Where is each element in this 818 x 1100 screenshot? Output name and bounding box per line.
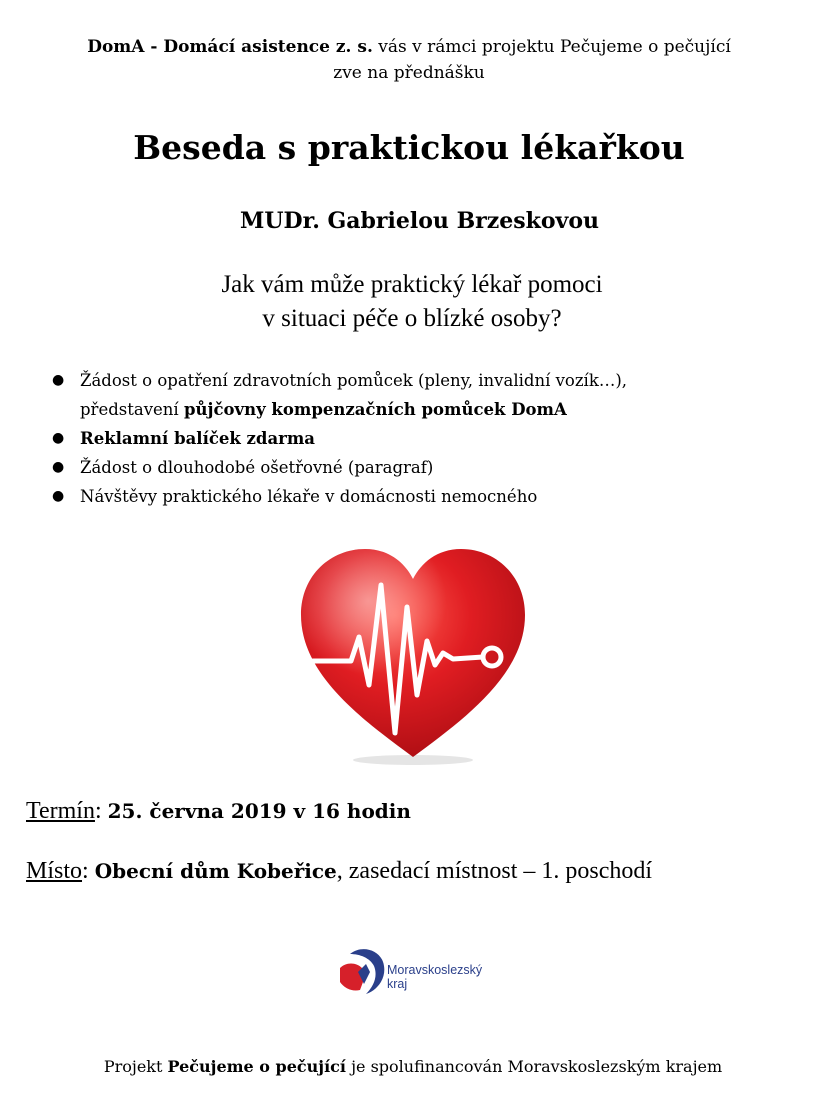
topic-4: Návštěvy praktického lékaře v domácnosti nemocného [80,487,538,506]
topic-1-line-1: Žádost o opatření zdravotních pomůcek (pleny, invalidní vozík…), [80,371,628,390]
topic-3: Žádost o dlouhodobé ošetřovné (paragraf) [80,458,434,477]
question-line-1: Jak vám může praktický lékař pomoci [221,271,603,298]
footer-suffix: je spolufinancován Moravskoslezským krajem [345,1057,723,1076]
topic-1-line-2 [80,395,792,424]
event-title: Beseda s praktickou lékařkou [133,128,685,167]
heart-icon [293,545,533,767]
footer-prefix: Projekt [103,1057,168,1076]
region-logo-text [387,963,482,991]
bullet-icon: ● [52,488,65,504]
place-label: Místo [26,858,83,884]
place-name: Obecní dům Kobeřice [94,859,337,883]
intro-line-1 [0,34,818,60]
intro-line-1-rest: vás v rámci projektu Pečujeme o pečující [372,37,731,57]
logo-line-2: kraj [387,977,408,991]
funding-footer [0,1054,818,1080]
bullet-icon: ● [52,459,65,475]
topics-list [52,366,792,511]
place-details: , zasedací místnost – 1. poschodí [336,858,653,884]
date-value: 25. června 2019 v 16 hodin [107,799,411,823]
invitation-intro [0,34,818,86]
speaker-name: MUDr. Gabrielou Brzeskovou [240,208,599,234]
place-separator: : [82,858,95,884]
bullet-icon: ● [52,372,65,388]
list-item [52,453,792,482]
question-line-2: v situaci péče o blízké osoby? [262,305,562,332]
organization-name: DomA - Domácí asistence z. s. [87,37,373,57]
topic-1-line-2-normal: představení [80,400,184,419]
date-separator: : [94,798,108,824]
logo-line-1: Moravskoslezský [387,963,483,977]
topic-1-line-2-bold: půjčovny kompenzačních pomůcek DomA [183,400,567,419]
lecture-question [0,268,818,336]
intro-line-2: zve na přednášku [333,63,485,83]
event-place [26,855,652,887]
list-item [52,424,792,453]
list-item [52,482,792,511]
date-label: Termín [26,798,95,824]
footer-project-name: Pečujeme o pečující [167,1057,346,1076]
event-date [26,795,411,827]
bullet-icon: ● [52,430,65,446]
list-item [52,366,792,424]
topic-2: Reklamní balíček zdarma [80,429,315,448]
